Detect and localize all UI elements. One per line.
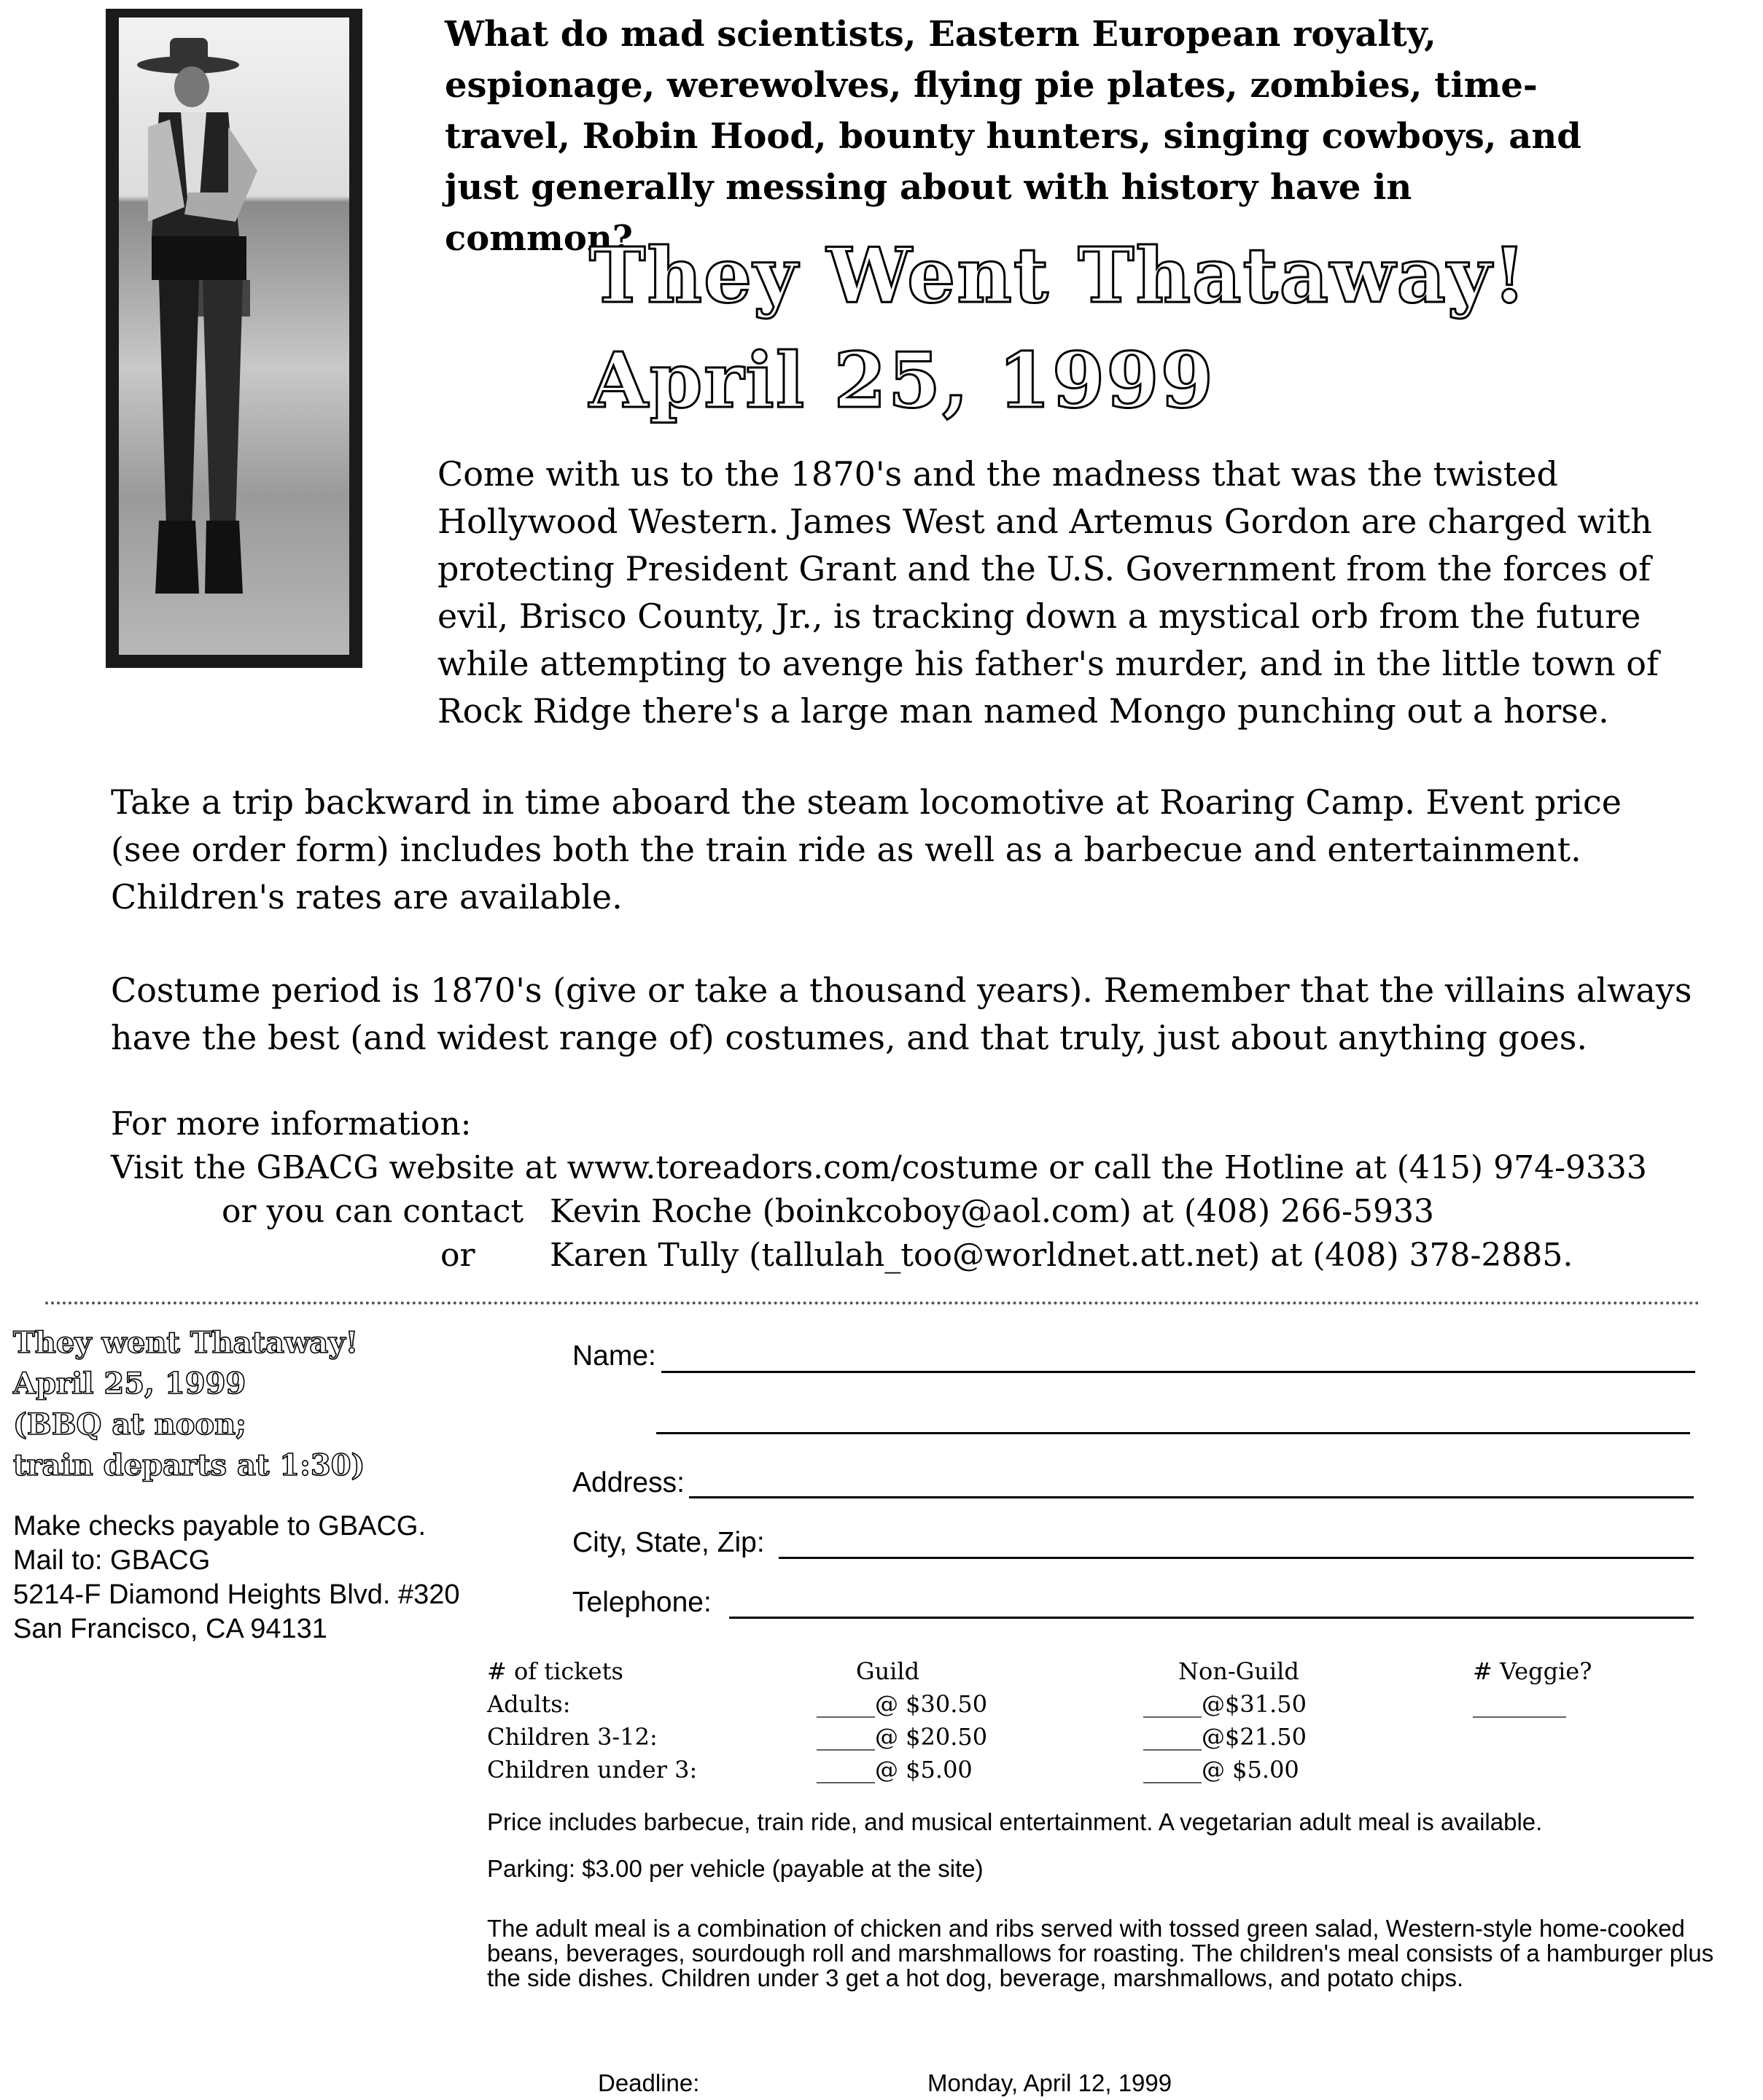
col-header: Non-Guild (1178, 1657, 1299, 1685)
form-title-line: April 25, 1999 (13, 1366, 246, 1401)
train-paragraph: Take a trip backward in time aboard the steam locomotive at Roaring Camp. Event price (see order form) includes both the train ride as well as a barbecue and entertainment. Children's rates are available. (111, 782, 1622, 917)
ticket-header-row (487, 1655, 1668, 1688)
ticket-label: Children under 3: (487, 1756, 698, 1784)
contact-prefix: or you can contact (222, 1193, 524, 1230)
address-field[interactable] (572, 1467, 685, 1499)
more-info-block (111, 1102, 1700, 1278)
ticket-label: Adults: (487, 1690, 571, 1718)
telephone-line[interactable] (729, 1617, 1694, 1619)
name-label: Name: (572, 1340, 656, 1372)
deadline-label: Deadline: (598, 2069, 700, 2096)
guild-qty-input[interactable]: _____@ $20.50 (817, 1723, 988, 1751)
city-state-zip-field[interactable] (572, 1527, 765, 1559)
name-line-1[interactable] (661, 1371, 1695, 1373)
mail-line: Make checks payable to GBACG. (13, 1511, 427, 1541)
name-line-2[interactable] (656, 1432, 1690, 1434)
mail-line: 5214-F Diamond Heights Blvd. #320 (13, 1579, 460, 1610)
ticket-table (487, 1655, 1668, 1786)
intro-paragraph: What do mad scientists, Eastern European royalty, espionage, werewolves, flying pie plates, zombies, time-travel, Robin Hood, bounty hunters, singing cowboys, and just generally messing about with history have in common? (445, 14, 1581, 259)
cut-line-divider (45, 1302, 1700, 1304)
deadline-value: Monday, April 12, 1999 (927, 2069, 1172, 2096)
col-header: # Veggie? (1473, 1657, 1592, 1685)
ticket-row (487, 1688, 1668, 1721)
telephone-field[interactable] (572, 1587, 712, 1619)
ticket-row (487, 1754, 1668, 1786)
description-paragraph: Come with us to the 1870's and the madness that was the twisted Hollywood Western. James West and Artemus Gordon are charged with protecting President Grant and the U.S. Government from the forces of evil, Brisco County, Jr., is tracking down a mystical orb from the future while attempting to avenge his father's murder, and in the little town of Rock Ridge there's a large man named Mongo punching out a horse. (437, 454, 1659, 731)
mailing-address-block (13, 1509, 538, 1646)
guild-qty-input[interactable]: _____@ $30.50 (817, 1690, 988, 1718)
nonguild-qty-input[interactable]: _____@$31.50 (1143, 1690, 1307, 1718)
form-title-block (13, 1323, 538, 1486)
contact-karen: Karen Tully (tallulah_too@worldnet.att.net) at (408) 378-2885. (550, 1237, 1573, 1274)
form-title-line: They went Thataway! (13, 1326, 359, 1360)
city-state-zip-line[interactable] (779, 1557, 1694, 1559)
city-state-zip-label: City, State, Zip: (572, 1527, 765, 1558)
veggie-qty-input[interactable]: ________ (1473, 1690, 1566, 1718)
cowboy-photo (106, 9, 362, 668)
event-title: They Went Thataway! (589, 230, 1527, 320)
event-date: April 25, 1999 (589, 335, 1215, 425)
telephone-label: Telephone: (572, 1587, 712, 1618)
website-line: Visit the GBACG website at www.toreadors.com/costume or call the Hotline at (415) 974-9333 (111, 1149, 1647, 1186)
nonguild-qty-input[interactable]: _____@$21.50 (1143, 1723, 1307, 1751)
meal-note: The adult meal is a combination of chicken and ribs served with tossed green salad, Western-style home-cooked beans, beverages, sourdough roll and marshmallows for roasting. The children's meal consists of a hamburger plus the side dishes. Children under 3 get a hot dog, beverage, marshmallows, and potato chips. (487, 1915, 1714, 1991)
address-line[interactable] (689, 1496, 1694, 1498)
guild-qty-input[interactable]: _____@ $5.00 (817, 1756, 973, 1784)
costume-paragraph: Costume period is 1870's (give or take a thousand years). Remember that the villains always have the best (and widest range of) costumes, and that truly, just about anything goes. (111, 971, 1692, 1057)
form-title-line: (BBQ at noon; (13, 1407, 246, 1442)
ticket-row (487, 1721, 1668, 1754)
contact-kevin: Kevin Roche (boinkcoboy@aol.com) at (408) 266-5933 (550, 1193, 1434, 1230)
price-note: Price includes barbecue, train ride, and musical entertainment. A vegetarian adult meal is available. (487, 1808, 1543, 1835)
mail-line: San Francisco, CA 94131 (13, 1614, 327, 1644)
ticket-label: Children 3-12: (487, 1723, 658, 1751)
more-info-heading: For more information: (111, 1105, 472, 1143)
address-label: Address: (572, 1467, 685, 1498)
col-header: Guild (856, 1657, 920, 1685)
nonguild-qty-input[interactable]: _____@ $5.00 (1143, 1756, 1299, 1784)
mail-line: Mail to: GBACG (13, 1545, 211, 1576)
or-word: or (440, 1237, 475, 1274)
parking-note: Parking: $3.00 per vehicle (payable at the site) (487, 1855, 984, 1882)
col-header: # of tickets (487, 1657, 623, 1685)
form-title-line: train departs at 1:30) (13, 1448, 365, 1482)
name-field[interactable] (572, 1340, 656, 1372)
cowboy-figure (119, 18, 349, 655)
